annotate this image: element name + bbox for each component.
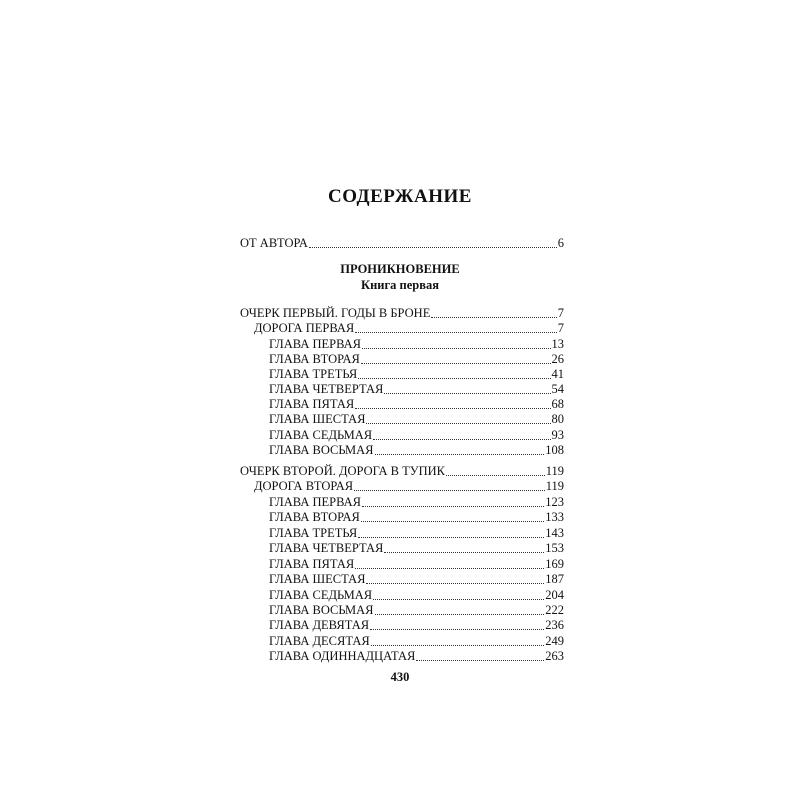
toc-entry <box>240 306 564 321</box>
toc-entry <box>269 603 564 618</box>
leader-dots <box>309 236 557 248</box>
leader-dots <box>361 352 551 364</box>
part-subheading: Книга первая <box>361 278 439 292</box>
toc-entry-label: ГЛАВА ДЕВЯТАЯ <box>269 618 370 632</box>
toc-entry-label: ГЛАВА ОДИННАДЦАТАЯ <box>269 649 416 663</box>
leader-dots <box>370 618 544 630</box>
toc-entry <box>269 428 564 443</box>
toc-entry <box>240 464 564 479</box>
toc-entry <box>254 479 564 494</box>
toc-entry <box>269 572 564 587</box>
leader-dots <box>375 603 545 615</box>
toc-entry-page: 41 <box>551 367 564 381</box>
part-heading: ПРОНИКНОВЕНИЕ <box>340 262 460 276</box>
toc-entry <box>269 382 564 397</box>
leader-dots <box>355 557 544 569</box>
leader-dots <box>366 412 550 424</box>
toc-entry <box>269 649 564 664</box>
toc-entry-page: 123 <box>545 495 564 509</box>
toc-entry-page: 26 <box>551 352 564 366</box>
toc-entry-label: ДОРОГА ВТОРАЯ <box>254 479 354 493</box>
leader-dots <box>355 321 557 333</box>
toc-entry-label: ГЛАВА ПЕРВАЯ <box>269 495 362 509</box>
toc-entry-label: ОЧЕРК ПЕРВЫЙ. ГОДЫ В БРОНЕ <box>240 306 431 320</box>
leader-dots <box>431 306 556 318</box>
toc-entry-page: 236 <box>545 618 564 632</box>
toc-title: СОДЕРЖАНИЕ <box>328 186 472 207</box>
toc-entry-label: ГЛАВА ВТОРАЯ <box>269 510 360 524</box>
toc-entry-page: 119 <box>545 479 564 493</box>
toc-entry <box>269 367 564 382</box>
leader-dots <box>375 443 545 455</box>
toc-entry <box>254 321 564 336</box>
leader-dots <box>416 649 544 661</box>
toc-entry-label: ГЛАВА ШЕСТАЯ <box>269 572 366 586</box>
toc-entry <box>269 443 564 458</box>
toc-entry-label: ГЛАВА ТРЕТЬЯ <box>269 526 358 540</box>
toc-entry-label: ГЛАВА ПЕРВАЯ <box>269 337 362 351</box>
toc-entry-label: ГЛАВА ДЕСЯТАЯ <box>269 634 370 648</box>
leader-dots <box>373 588 544 600</box>
toc-entry-page: 133 <box>545 510 564 524</box>
leader-dots <box>366 572 544 584</box>
leader-dots <box>358 526 544 538</box>
leader-dots <box>371 634 545 646</box>
toc-entry <box>269 412 564 427</box>
toc-entry-label: ГЛАВА ТРЕТЬЯ <box>269 367 358 381</box>
toc-entry <box>269 541 564 556</box>
toc-entry-label: ГЛАВА СЕДЬМАЯ <box>269 428 373 442</box>
toc-entry <box>269 588 564 603</box>
toc-entry-label: ДОРОГА ПЕРВАЯ <box>254 321 355 335</box>
toc-entry-label: ГЛАВА ПЯТАЯ <box>269 557 355 571</box>
toc-entry-page: 222 <box>545 603 564 617</box>
toc-entry-label: ГЛАВА ЧЕТВЕРТАЯ <box>269 541 384 555</box>
leader-dots <box>362 337 550 349</box>
toc-entry-page: 263 <box>545 649 564 663</box>
toc-entry-label: ГЛАВА СЕДЬМАЯ <box>269 588 373 602</box>
toc-entry-page: 80 <box>551 412 564 426</box>
toc-entry-label: ГЛАВА ПЯТАЯ <box>269 397 355 411</box>
leader-dots <box>384 382 550 394</box>
toc-entry-label: ОЧЕРК ВТОРОЙ. ДОРОГА В ТУПИК <box>240 464 446 478</box>
toc-entry <box>269 495 564 510</box>
toc-entry <box>269 618 564 633</box>
leader-dots <box>446 464 545 476</box>
toc-entry-label: ГЛАВА ЧЕТВЕРТАЯ <box>269 382 384 396</box>
leader-dots <box>355 397 550 409</box>
toc-entry-page: 68 <box>551 397 564 411</box>
toc-entry <box>269 337 564 352</box>
toc-entry-page: 7 <box>557 321 564 335</box>
page-number: 430 <box>390 670 410 684</box>
toc-entry-page: 93 <box>551 428 564 442</box>
toc-entry-page: 108 <box>545 443 564 457</box>
toc-entry-page: 6 <box>557 236 564 250</box>
toc-entry-page: 119 <box>545 464 564 478</box>
leader-dots <box>384 541 544 553</box>
toc-entry-page: 7 <box>557 306 564 320</box>
toc-entry <box>269 397 564 412</box>
toc-entry-label: ГЛАВА ШЕСТАЯ <box>269 412 366 426</box>
leader-dots <box>354 479 545 491</box>
toc-entry-page: 169 <box>545 557 564 571</box>
toc-entry-label: ГЛАВА ВОСЬМАЯ <box>269 603 374 617</box>
toc-entry-page: 143 <box>545 526 564 540</box>
toc-entry-label: ГЛАВА ВОСЬМАЯ <box>269 443 374 457</box>
toc-entry <box>269 557 564 572</box>
toc-entry <box>269 634 564 649</box>
toc-entry-page: 187 <box>545 572 564 586</box>
leader-dots <box>373 428 550 440</box>
toc-entry-label: ОТ АВТОРА <box>240 236 308 250</box>
toc-entry-page: 249 <box>545 634 564 648</box>
toc-entry-page: 204 <box>545 588 564 602</box>
leader-dots <box>362 495 544 507</box>
toc-entry <box>269 510 564 525</box>
leader-dots <box>358 367 550 379</box>
leader-dots <box>361 510 544 522</box>
toc-entry-page: 13 <box>551 337 564 351</box>
toc-entry <box>269 352 564 367</box>
toc-entry-page: 153 <box>545 541 564 555</box>
toc-entry-label: ГЛАВА ВТОРАЯ <box>269 352 360 366</box>
toc-entry-page: 54 <box>551 382 564 396</box>
toc-entry-intro <box>240 236 564 251</box>
toc-entry <box>269 526 564 541</box>
